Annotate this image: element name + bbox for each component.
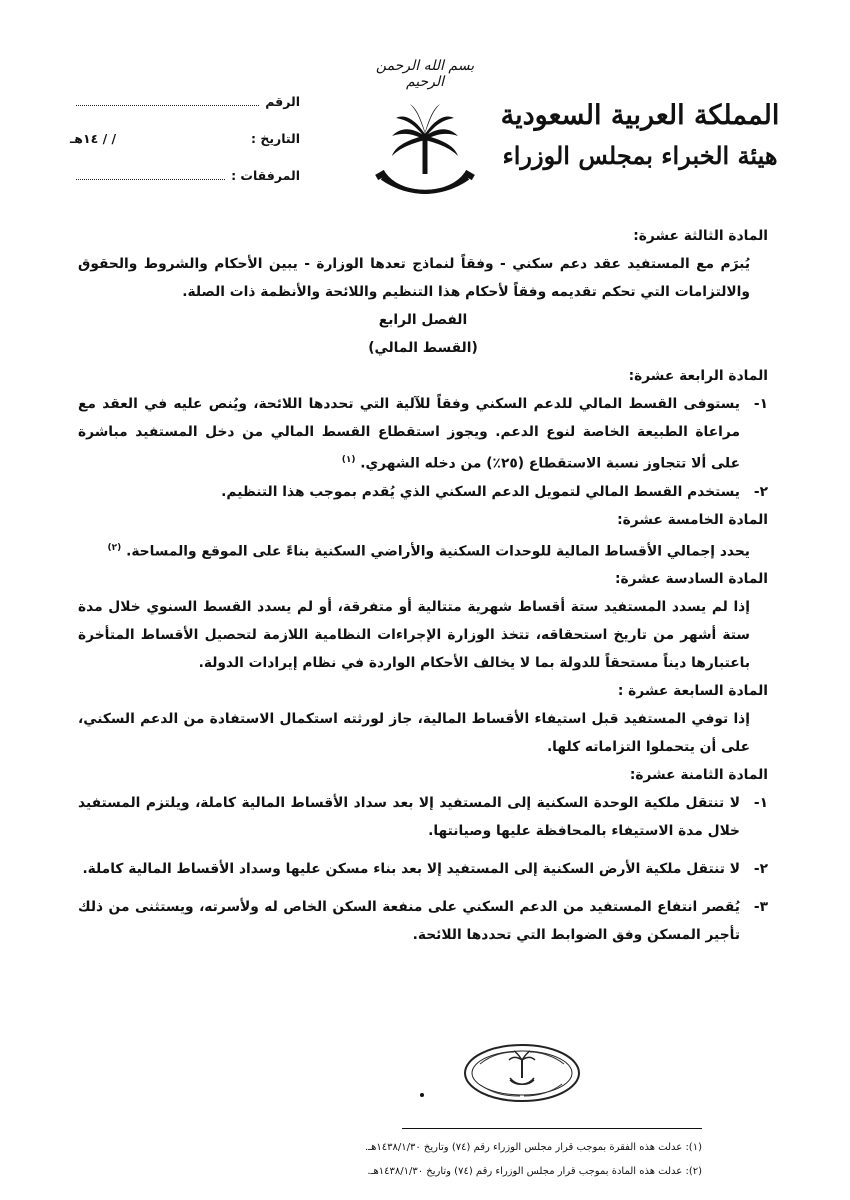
article-16-title: المادة السادسة عشرة: [614,571,768,588]
article-18-item [78,789,768,845]
footnote-ref: (٢) [107,542,122,553]
article-15-text [78,534,768,566]
number-blank [76,95,259,106]
item-text: لا تنتقل ملكية الوحدة السكنية إلى المستفيد إلا بعد سداد الأقساط المالية كاملة، ويلتزم المستفيد خلال مدة الاستيفاء بالمحافظة عليها وصيانتها. [78,795,740,840]
footnote-2: (٢): عدلت هذه المادة بموجب قرار مجلس الوزراء رقم (٧٤) وتاريخ ١٤٣٨/١/٣٠هـ. [367,1166,702,1177]
item-text: يُقصر انتفاع المستفيد من الدعم السكني على منفعة السكن الخاص له ولأسرته، ويستثنى من ذلك تأجير المسكن وفق الضوابط التي تحددها اللائحة. [78,899,740,944]
footnote-ref: (١) [341,455,356,465]
number-label: الرقم [265,94,300,109]
item-number: ٢- [753,861,768,878]
footnotes [282,1136,702,1184]
item-text [78,390,740,478]
page-dot [420,1093,424,1097]
item-number: ١- [753,795,768,812]
date-value: / / ١٤هـ [70,131,117,146]
official-seal-icon [462,1042,582,1104]
item-text: يستخدم القسط المالي لتمويل الدعم السكني الذي يُقدم بموجب هذا التنظيم. [221,483,740,500]
number-field [70,94,300,131]
attachments-blank [76,169,225,180]
chapter-subtitle: (القسط المالي) [368,340,478,356]
article-13-text: يُبرَم مع المستفيد عقد دعم سكني - وفقاً لنماذج تعدها الوزارة - يبين الأحكام والشروط والحقوق والالتزامات التي تحكم تقديمه وفقاً لأحكام هذا التنظيم واللائحة والأنظمة ذات الصلة. [78,256,750,300]
item-text: لا تنتقل ملكية الأرض السكنية إلى المستفيد إلا بعد بناء مسكن عليها وسداد الأقساط المالية كاملة. [82,861,740,878]
article-15-title: المادة الخامسة عشرة: [617,511,768,528]
item-text-body: يستوفى القسط المالي للدعم السكني وفقاً للآلية التي تحددها اللائحة، ويُنص عليه في العقد مع مراعاة الطبيعة الخاصة لنوع الدعم. ويجوز استقطاع القسط المالي من دخل المستفيد مباشرة على ألا تتجاوز نسبة الاستقطاع (٢٥٪) من دخله الشهري. [78,396,740,472]
article-16-text: إذا لم يسدد المستفيد ستة أقساط شهرية متتالية أو متفرقة، أو لم يسدد القسط السنوي خلال مدة ستة أشهر من تاريخ استحقاقه، تتخذ الوزارة الإجراءات النظامية اللازمة لتحصيل الأقساط المتأخرة باعتبارها ديناً مستحقاً للدولة بما لا يخالف الأحكام الواردة في نظام إيرادات الدولة. [78,599,750,672]
attachments-label: المرفقات : [231,168,300,183]
article-13-title: المادة الثالثة عشرة: [633,228,768,244]
article-14-item [78,390,768,478]
date-field [70,131,300,168]
article-14-item [78,478,768,506]
basmala: بسم الله الرحمن الرحيم [375,58,475,90]
item-number: ١- [753,396,768,412]
item-number: ٣- [753,899,768,916]
org-name-line2: هيئة الخبراء بمجلس الوزراء [502,141,778,170]
attachments-field [70,168,300,205]
organization-name [490,96,790,176]
item-number: ٢- [753,483,768,500]
chapter-title: الفصل الرابع [378,312,468,328]
document-body [78,222,768,949]
article-14-title: المادة الرابعة عشرة: [628,368,768,384]
footnote-divider [402,1128,702,1129]
date-label: التاريخ : [250,131,300,146]
article-17-text: إذا توفي المستفيد قبل استيفاء الأقساط المالية، جاز لورثته استكمال الاستفادة من الدعم السكني، على أن يتحملوا التزاماته كلها. [78,711,750,756]
article-18-title: المادة الثامنة عشرة: [629,767,768,784]
article-15-text-body: يحدد إجمالي الأقساط المالية للوحدات السكنية والأراضي السكنية بناءً على الموقع والمساحة. [126,543,750,560]
reference-fields [70,94,300,205]
saudi-emblem-icon [370,96,480,206]
footnote-1: (١): عدلت هذه الفقرة بموجب قرار مجلس الوزراء رقم (٧٤) وتاريخ ١٤٣٨/١/٣٠هـ. [365,1142,702,1153]
article-18-item [78,893,768,949]
org-name-line1: المملكة العربية السعودية [500,100,780,131]
article-17-title: المادة السابعة عشرة : [617,683,768,700]
article-18-item [78,855,768,883]
